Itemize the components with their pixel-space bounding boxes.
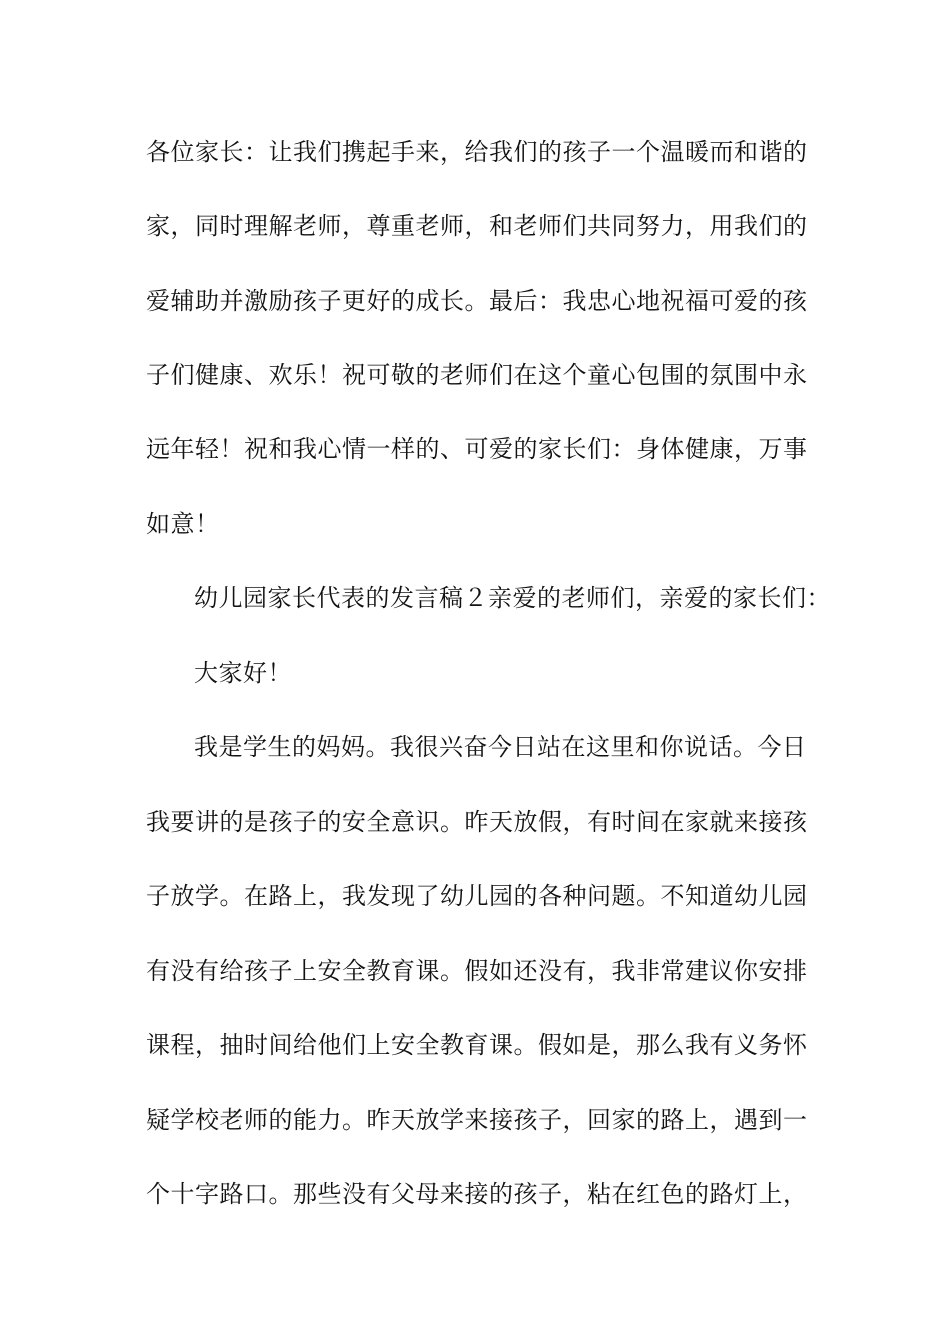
- text-line: 有没有给孩子上安全教育课。假如还没有，我非常建议你安排: [146, 957, 808, 985]
- text-line: 我是学生的妈妈。我很兴奋今日站在这里和你说话。今日: [194, 733, 807, 761]
- text-line: 我要讲的是孩子的安全意识。昨天放假，有时间在家就来接孩: [146, 808, 808, 836]
- text-line: 大家好！: [194, 659, 292, 687]
- text-line: 各位家长：让我们携起手来，给我们的孩子一个温暖而和谐的: [146, 138, 808, 166]
- text-line: 远年轻！祝和我心情一样的、可爱的家长们：身体健康，万事: [146, 435, 808, 463]
- text-line: 子放学。在路上，我发现了幼儿园的各种问题。不知道幼儿园: [146, 882, 808, 910]
- text-line: 幼儿园家长代表的发言稿２亲爱的老师们，亲爱的家长们：: [194, 584, 831, 612]
- text-line: 如意！: [146, 510, 220, 538]
- text-line: 个十字路口。那些没有父母来接的孩子，粘在红色的路灯上，: [146, 1180, 808, 1208]
- text-line: 课程，抽时间给他们上安全教育课。假如是，那么我有义务怀: [146, 1031, 808, 1059]
- text-line: 爱辅助并激励孩子更好的成长。最后：我忠心地祝福可爱的孩: [146, 287, 808, 315]
- text-line: 家，同时理解老师，尊重老师，和老师们共同努力，用我们的: [146, 212, 808, 240]
- text-line: 疑学校老师的能力。昨天放学来接孩子，回家的路上，遇到一: [146, 1106, 808, 1134]
- text-line: 子们健康、欢乐！祝可敬的老师们在这个童心包围的氛围中永: [146, 361, 808, 389]
